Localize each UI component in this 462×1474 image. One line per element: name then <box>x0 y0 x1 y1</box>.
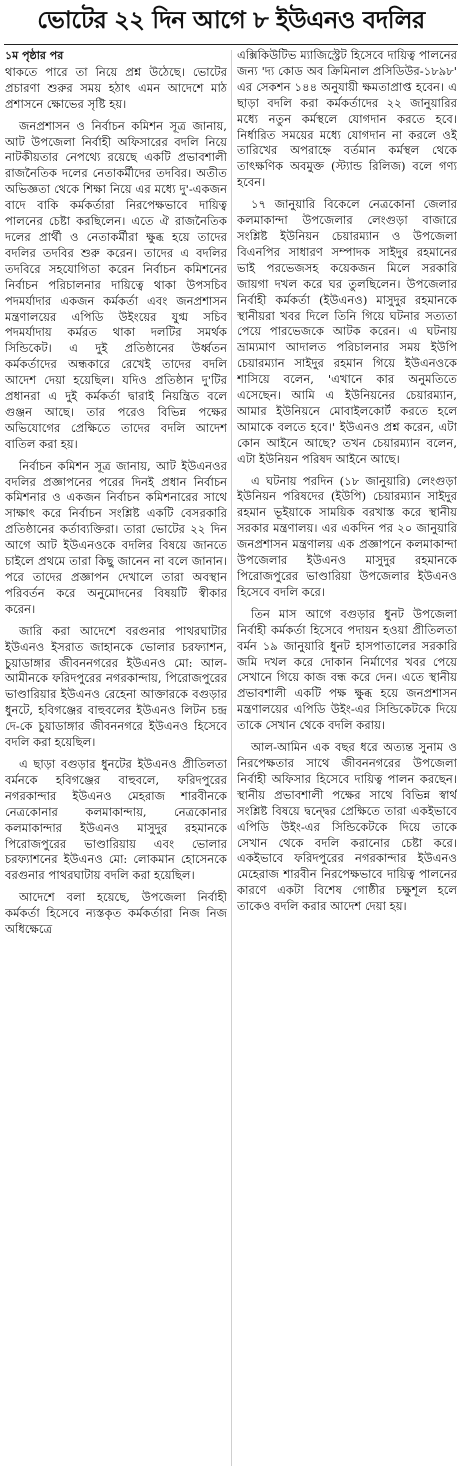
headline-rule <box>4 44 458 45</box>
paragraph: এক্সিকিউটিভ ম্যাজিস্ট্রেট হিসেবে দায়িত্ব পালনের জন্য 'দ্য কোড অব ক্রিমিনাল প্রসিডিউর-১৮৯৮' এর সেকশন ১৪৪ অনুযায়ী ক্ষমতাপ্রাপ্ত হবেন। এ ছাড়া বদলি করা কর্মকর্তাদের ২২ জানুয়ারির মধ্যে নতুন কর্মস্থলে যোগদান করতে হবে। নির্ধারিত সময়ের মধ্যে যোগদান না করলে ওই তারিখের অপরাহ্নে বর্তমান কর্মস্থল থেকে তাৎক্ষণিক অবমুক্ত (স্ট্যান্ড রিলিজ) বলে গণ্য হবেন। <box>237 48 457 190</box>
paragraph: নির্বাচন কমিশন সূত্র জানায়, আট ইউএনওর বদলির প্রজ্ঞাপনের পরের দিনই প্রধান নির্বাচন কমিশনার ও একজন নির্বাচন কমিশনারের সাথে সাক্ষাৎ করে নির্বাচন সংশ্লিষ্ট একটি বেসরকারি প্রতিষ্ঠানের কর্তাব্যক্তিরা। তারা ভোটের ২২ দিন আগে আট ইউএনওকে বদলির বিষয়ে জানতে চাইলে প্রথমে তারা কিছু জানেন না বলে জানান। পরে তাদের প্রজ্ঞাপন দেখালে তারা অবস্থান পরিবর্তন করে অনুমোদনের বিষয়টি স্বীকার করেন। <box>5 458 227 616</box>
article-column-right <box>237 48 457 1468</box>
paragraph: জনপ্রশাসন ও নির্বাচন কমিশন সূত্র জানায়, আট উপজেলা নির্বাহী অফিসারের বদলি নিয়ে নাটকীয়তার নেপথ্যে রয়েছে একটি প্রভাবশালী রাজনৈতিক দলের নেতাকর্মীদের তদবির। অতীত অভিজ্ঞতা থেকে শিক্ষা নিয়ে এর মধ্যে দু'-একজন বাদে বাকি কর্মকর্তারা নিরপেক্ষভাবে দায়িত্ব পালনের চেষ্টা করছিলেন। এতে ঐ রাজনৈতিক দলের প্রার্থী ও নেতাকর্মীরা ক্ষুব্ধ হয়ে তাদের বদলির তদবির শুরু করেন। তাদের এ বদলির তদবিরে সহযোগিতা করেন নির্বাচন কমিশনের নির্বাচন পরিচালনার দায়িত্বে থাকা উপসচিব পদমর্যাদার একজন কর্মকর্তা এবং জনপ্রশাসন মন্ত্রণালয়ের এপিডি উইংয়ের যুগ্ম সচিব পদমর্যাদায় কর্মরত থাকা দলটির সমর্থক সিন্ডিকেট। এ দুই প্রতিষ্ঠানের উর্ধ্বতন কর্মকর্তাদের অন্ধকারে রেখেই তাদের বদলি আদেশ দেয়া হয়েছিল। যদিও প্রতিষ্ঠান দু'টির প্রধানরা এ দুই কর্মকর্তা দ্বারাই নিয়ন্ত্রিত বলে গুঞ্জন আছে। তার পরেও বিভিন্ন পক্ষের অভিযোগের প্রেক্ষিতে তাদের বদলি আদেশ বাতিল করা হয়। <box>5 118 227 451</box>
paragraph: আল-আমিন এক বছর ধরে অত্যন্ত সুনাম ও নিরপেক্ষতার সাথে জীবননগরের উপজেলা নির্বাহী অফিসার হিসেবে দায়িত্ব পালন করছেন। স্থানীয় প্রভাবশালী পক্ষের সাথে বিভিন্ন স্বার্থ সংশ্লিষ্ট বিষয়ে দ্বন্দ্বের প্রেক্ষিতে তারা একইভাবে এপিডি উইং-এর সিন্ডিকেটকে দিয়ে তাকে সেখান থেকে বদলি করানোর চেষ্টা করে। একইভাবে ফরিদপুরের নগরকান্দার ইউএনও মেহেরাজ শারবীন নিরপেক্ষভাবে দায়িত্ব পালনের কারণে একটা বিশেষ গোষ্ঠীর চক্ষুশূল হলে তাকেও বদলি করার আদেশ দেয়া হয়। <box>237 740 457 914</box>
continuation-label: ১ম পৃষ্ঠার পর <box>5 49 64 62</box>
paragraph: এ ঘটনায় পরদিন (১৮ জানুয়ারি) লেংগুড়া ইউনিয়ন পরিষদের (ইউপি) চেয়ারম্যান সাইদুর রহমান ভূইয়াকে সাময়িক বরখাস্ত করে স্থানীয় সরকার মন্ত্রণালয়। এর একদিন পর ২০ জানুয়ারি জনপ্রশাসন মন্ত্রণালয় এক প্রজ্ঞাপনে কলমাকান্দা উপজেলার ইউএনও মাসুদুর রহমানকে পিরোজপুরের ভাণ্ডারিয়া উপজেলার ইউএনও হিসেবে বদলি করে। <box>237 473 457 599</box>
paragraph: থাকতে পারে তা নিয়ে প্রশ্ন উঠেছে। ভোটের প্রচারণা শুরুর সময় হঠাৎ এমন আদেশে মাঠ প্রশাসনে ক্ষোভের সৃষ্টি হয়। <box>5 64 227 111</box>
headline: ভোটের ২২ দিন আগে ৮ ইউএনও বদলির <box>37 6 425 34</box>
column-divider <box>231 50 232 1466</box>
paragraph: ১৭ জানুয়ারি বিকেলে নেত্রকোনা জেলার কলমাকান্দা উপজেলার লেংগুড়া বাজারে সংশ্লিষ্ট ইউনিয়ন চেয়ারম্যান ও উপজেলা বিএনপির সাধারণ সম্পাদক সাইদুর রহমানের ভাই পরভেজসহ কয়েকজন মিলে সরকারি জায়গা দখল করে ঘর তুলছিলেন। উপজেলার নির্বাহী কর্মকর্তা (ইউএনও) মাসুদুর রহমানকে স্থানীয়রা খবর দিলে তিনি গিয়ে ঘটনার সত্যতা পেয়ে পারভেজকে আটক করেন। এ ঘটনায় ভ্রাম্যমাণ আদালত পরিচালনার সময় ইউপি চেয়ারম্যান সাইদুর রহমান গিয়ে ইউএনওকে শাসিয়ে বলেন, 'এখানে কার অনুমতিতে এসেছেন। আমি এ ইউনিয়নের চেয়ারম্যান, আমার ইউনিয়নে মোবাইলকোর্ট করতে হলে আমাকে বলতে হবে।' ইউএনও প্রশ্ন করেন, এটা কোন আইনে আছে? তখন চেয়ারম্যান বলেন, এটা ইউনিয়ন পরিষদ আইনে আছে। <box>237 197 457 466</box>
paragraph: তিন মাস আগে বগুড়ার ধুনট উপজেলা নির্বাহী কর্মকর্তা হিসেবে পদায়ন হওয়া প্রীতিলতা বর্মন ১৯ জানুয়ারি ধুনট হাসপাতালের সরকারি জমি দখল করে দোকান নির্মাণের খবর পেয়ে সেখানে গিয়ে কাজ বন্ধ করে দেন। এতে স্থানীয় প্রভাবশালী একটি পক্ষ ক্ষুব্ধ হয়ে জনপ্রশাসন মন্ত্রণালয়ের এপিডি উইং-এর সিন্ডিকেটকে দিয়ে তাকে সেখান থেকে বদলি করায়। <box>237 606 457 733</box>
article-column-left <box>5 48 227 1468</box>
paragraph: আদেশে বলা হয়েছে, উপজেলা নির্বাহী কর্মকর্তা হিসেবে ন্যস্তকৃত কর্মকর্তারা নিজ নিজ অধিক্ষেত্রে <box>5 890 227 937</box>
paragraph: এ ছাড়া বগুড়ার ধুনটের ইউএনও প্রীতিলতা বর্মনকে হবিগঞ্জের বাহুবলে, ফরিদপুরের নগরকান্দার ইউএনও মেহরাজ শারবীনকে নেত্রকোনার কলমাকান্দায়, নেত্রকোনার কলমাকান্দার ইউএনও মাসুদুর রহমানকে পিরোজপুরের ভাণ্ডারিয়ায় এবং ভোলার চরফ্যাশনের ইউএনও মো: লোকমান হোসেনকে বরগুনার পাথরঘাটায় বদলি করা হয়েছিল। <box>5 756 227 883</box>
paragraph: জারি করা আদেশে বরগুনার পাথরঘাটার ইউএনও ইসরাত জাহানকে ভোলার চরফ্যাশন, চুয়াডাঙ্গার জীবননগরের ইউএনও মো: আল-আমীনকে ফরিদপুরের নগরকান্দায়, পিরোজপুরের ভাণ্ডারিয়ার ইউএনও রেহেনা আক্তারকে বগুড়ার ধুনটে, হবিগঞ্জের বাহুবলের ইউএনও লিটন চন্দ্র দে-কে চুয়াডাঙ্গার জীবননগরে ইউএনও হিসেবে বদলি করা হয়েছিল। <box>5 623 227 750</box>
